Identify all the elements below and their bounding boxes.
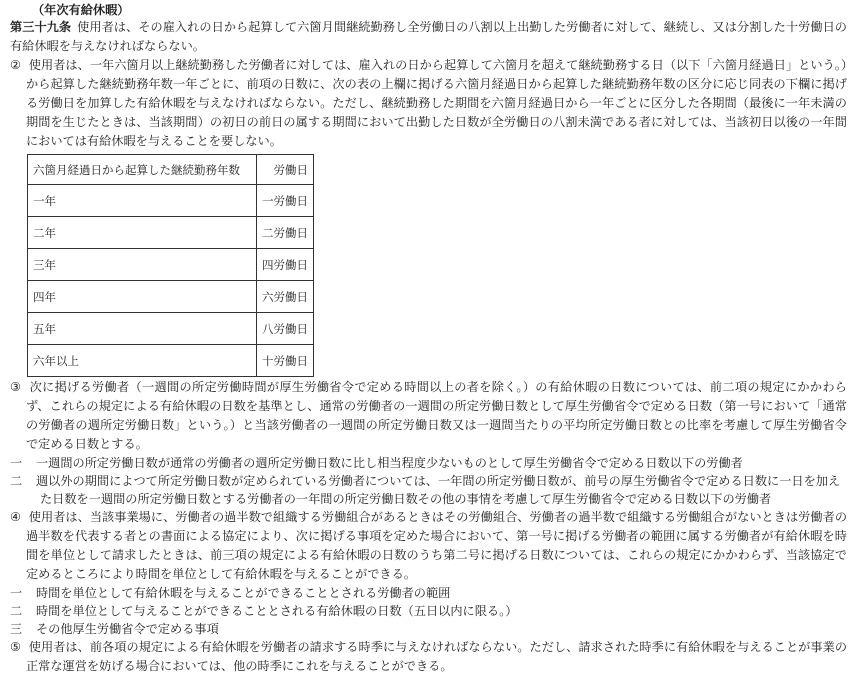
paragraph-3-item xyxy=(10,454,847,472)
table-row xyxy=(28,217,314,249)
table-cell-years: 一年 xyxy=(28,185,257,217)
document-page xyxy=(0,2,853,673)
paragraph-4-text: 使用者は、当該事業場に、労働者の過半数で組織する労働組合があるときはその労働組合、労働者の過半数で組織する労働組合がないときは労働者の過半数を代表する者との書面による協定により、次に掲げる事項を定めた場合において、第一号に掲げる労働者の範囲に属する労働者が有給休暇を時間を単位として請求したときは、前三項の規定による有給休暇の日数のうち第二号に掲げる日数については、これらの規定にかかわらず、当該協定で定めるところにより時間を単位として有給休暇を与えることができる。 xyxy=(26,510,848,581)
item-text: 時間を単位として有給休暇を与えることができることとされる労働者の範囲 xyxy=(36,586,451,600)
paragraph-4-mark: ④ xyxy=(10,510,21,524)
item-text: 週以外の期間によつて所定労働日数が定められている労働者については、一年間の所定労働日数が、前号の厚生労働省令で定める日数に一日を加えた日数を一週間の所定労働日数とする労働者の一年間の所定労働日数その他の事情を考慮して厚生労働省令で定める日数以下の労働者 xyxy=(36,474,841,506)
paragraph-2 xyxy=(10,56,847,151)
paragraph-4-item xyxy=(10,584,847,602)
table-row xyxy=(28,281,314,313)
paragraph-3-text: 次に掲げる労働者（一週間の所定労働時間が厚生労働省令で定める時間以上の者を除く。）の有給休暇の日数については、前二項の規定にかかわらず、これらの規定による有給休暇の日数を基準とし、通常の労働者の一週間の所定労働日数として厚生労働省令で定める日数（第一号において「通常の労働者の週所定労働日数」という。）と当該労働者の一週間の所定労働日数又は一週間当たりの平均所定労働日数との比率を考慮して厚生労働省令で定める日数とする。 xyxy=(26,380,847,451)
table-cell-days: 六労働日 xyxy=(257,281,314,313)
table-cell-days: 四労働日 xyxy=(257,249,314,281)
table-cell-days: 十労働日 xyxy=(257,345,314,377)
article-text: 使用者は、その雇入れの日から起算して六箇月間継続勤務し全労働日の八割以上出勤した労働者に対して、継続し、又は分割した十労働日の有給休暇を与えなければならない。 xyxy=(10,20,847,53)
paragraph-4-item xyxy=(10,620,847,638)
paragraph-5 xyxy=(10,638,847,676)
table-row xyxy=(28,185,314,217)
table-row xyxy=(28,345,314,377)
section-heading: （年次有給休暇） xyxy=(32,3,130,17)
table-header-years: 六箇月経過日から起算した継続勤務年数 xyxy=(28,155,257,185)
paragraph-3-mark: ③ xyxy=(10,380,22,394)
paragraph-5-text: 使用者は、前各項の規定による有給休暇を労働者の請求する時季に与えなければならない。ただし、請求された時季に有給休暇を与えることが事業の正常な運営を妨げる場合においては、他の時季にこれを与えることができる。 xyxy=(26,640,848,673)
table-cell-years: 二年 xyxy=(28,217,257,249)
table-row xyxy=(28,249,314,281)
item-text: 時間を単位として与えることができることとされる有給休暇の日数（五日以内に限る。） xyxy=(36,604,518,618)
article-39-paragraph-1 xyxy=(10,18,847,56)
item-text: その他厚生労働省令で定める事項 xyxy=(36,622,219,636)
item-number: 二 xyxy=(10,474,23,488)
paragraph-5-mark: ⑤ xyxy=(10,640,21,654)
item-text: 一週間の所定労働日数が通常の労働者の週所定労働日数に比し相当程度少ないものとして厚生労働省令で定める日数以下の労働者 xyxy=(36,456,743,470)
paragraph-3 xyxy=(10,378,847,454)
paragraph-3-item xyxy=(10,472,847,508)
paragraph-4-item xyxy=(10,602,847,620)
article-number: 第三十九条 xyxy=(10,20,72,34)
item-number: 二 xyxy=(10,604,23,618)
leave-days-table xyxy=(27,154,314,377)
table-header-days: 労働日 xyxy=(257,155,314,185)
paragraph-4 xyxy=(10,508,847,584)
table-row xyxy=(28,313,314,345)
table-cell-days: 二労働日 xyxy=(257,217,314,249)
table-cell-days: 八労働日 xyxy=(257,313,314,345)
table-cell-years: 六年以上 xyxy=(28,345,257,377)
item-number: 三 xyxy=(10,622,23,636)
item-number: 一 xyxy=(10,456,23,470)
table-cell-days: 一労働日 xyxy=(257,185,314,217)
table-cell-years: 三年 xyxy=(28,249,257,281)
paragraph-2-text: 使用者は、一年六箇月以上継続勤務した労働者に対しては、雇入れの日から起算して六箇月を超えて継続勤務する日（以下「六箇月経過日」という。）から起算した継続勤務年数一年ごとに、前項の日数に、次の表の上欄に掲げる六箇月経過日から起算した継続勤務年数の区分に応じ同表の下欄に掲げる労働日を加算した有給休暇を与えなければならない。ただし、継続勤務した期間を六箇月経過日から一年ごとに区分した各期間（最後に一年未満の期間を生じたときは、当該期間）の初日の前日の属する期間において出勤した日数が全労働日の八割未満である者に対しては、当該初日以後の一年間においては有給休暇を与えることを要しない。 xyxy=(26,58,847,148)
item-number: 一 xyxy=(10,586,23,600)
paragraph-2-mark: ② xyxy=(10,58,21,72)
table-header-row xyxy=(28,155,314,185)
table-cell-years: 四年 xyxy=(28,281,257,313)
table-cell-years: 五年 xyxy=(28,313,257,345)
